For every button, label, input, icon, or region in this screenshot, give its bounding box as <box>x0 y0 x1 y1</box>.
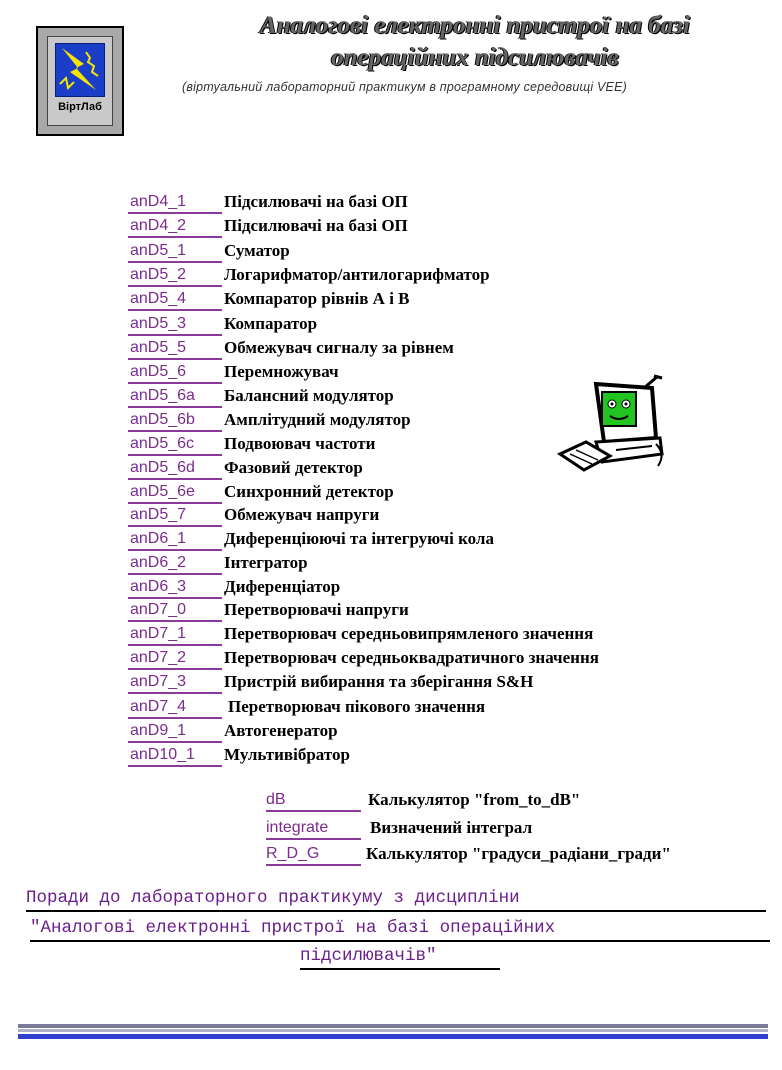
logo-text: ВіртЛаб <box>58 101 102 113</box>
lab-description: Перемножувач <box>224 362 339 381</box>
lab-link[interactable]: anD7_3 <box>128 672 222 694</box>
lab-link[interactable]: anD4_2 <box>128 216 222 238</box>
lab-description: Перетворювач середньовипрямленого значення <box>224 624 594 643</box>
lab-link[interactable]: anD6_2 <box>128 553 222 575</box>
lab-link[interactable]: anD5_1 <box>128 241 222 263</box>
lab-link[interactable]: anD6_1 <box>128 529 222 551</box>
lab-description: Перетворювач середньоквадратичного значення <box>224 648 599 667</box>
lab-link[interactable]: anD5_6c <box>128 434 222 456</box>
lab-description: Автогенератор <box>224 721 338 740</box>
lab-description: Балансний модулятор <box>224 386 394 405</box>
lab-description: Компаратор <box>224 314 318 333</box>
advice-text-line1: Поради до лабораторного практикуму з дисципліни <box>26 886 766 912</box>
calculator-link[interactable]: R_D_G <box>266 844 361 866</box>
lab-link[interactable]: anD10_1 <box>128 745 222 767</box>
page-subtitle: (віртуальний лабораторний практикум в програмному середовищі VEE) <box>182 80 627 94</box>
virtlab-logo <box>36 26 124 136</box>
lab-description: Підсилювачі на базі ОП <box>224 192 408 211</box>
lab-link[interactable]: anD4_1 <box>128 192 222 214</box>
lab-link[interactable]: anD5_3 <box>128 314 222 336</box>
lab-description: Мультивібратор <box>224 745 350 764</box>
advice-link-line2[interactable] <box>30 916 770 942</box>
lab-description: Компаратор рівнів А і В <box>224 289 410 308</box>
lab-description: Пристрій вибирання та зберігання S&H <box>224 672 534 691</box>
lab-link[interactable]: anD5_7 <box>128 505 222 527</box>
lab-link[interactable]: anD7_1 <box>128 624 222 646</box>
lab-link[interactable]: anD5_6a <box>128 386 222 408</box>
page-title-line2: операційних підсилювачів <box>331 44 619 71</box>
lab-link[interactable]: anD6_3 <box>128 577 222 599</box>
lab-description: Перетворювачі напруги <box>224 600 409 619</box>
lab-description: Суматор <box>224 241 290 260</box>
calculator-link[interactable]: dB <box>266 790 361 812</box>
advice-text-line2: "Аналогові електронні пристрої на базі операційних <box>30 916 770 942</box>
lab-link[interactable]: anD5_4 <box>128 289 222 311</box>
calculator-description: Калькулятор "градуси_радіани_гради" <box>366 844 671 863</box>
lab-link[interactable]: anD7_2 <box>128 648 222 670</box>
lab-link[interactable]: anD7_0 <box>128 600 222 622</box>
lab-description: Логарифматор/антилогарифматор <box>224 265 490 284</box>
lab-link[interactable]: anD9_1 <box>128 721 222 743</box>
lab-link[interactable]: anD5_2 <box>128 265 222 287</box>
lab-description: Диференціатор <box>224 577 341 596</box>
bottom-divider <box>18 1024 768 1042</box>
lab-description: Синхронний детектор <box>224 482 394 501</box>
advice-text-line3: підсилювачів" <box>300 944 500 970</box>
lab-link[interactable]: anD5_6b <box>128 410 222 432</box>
calculator-description: Калькулятор "from_to_dB" <box>368 790 581 809</box>
lab-description: Подвоювач частоти <box>224 434 376 453</box>
lab-link[interactable]: anD5_6 <box>128 362 222 384</box>
lab-description: Диференціюючі та інтегруючі кола <box>224 529 494 548</box>
lab-link[interactable]: anD5_6e <box>128 482 222 504</box>
lab-link[interactable]: anD5_5 <box>128 338 222 360</box>
lab-description: Амплітудний модулятор <box>224 410 411 429</box>
page-title-line1: Аналогові електронні пристрої на базі <box>260 12 690 39</box>
advice-link-line3[interactable] <box>300 944 500 970</box>
lab-description: Підсилювачі на базі ОП <box>224 216 408 235</box>
lab-description: Інтегратор <box>224 553 308 572</box>
lab-link[interactable]: anD5_6d <box>128 458 222 480</box>
calculator-link[interactable]: integrate <box>266 818 361 840</box>
advice-link-line1[interactable] <box>26 886 766 912</box>
lab-description: Обмежувач напруги <box>224 505 380 524</box>
calculator-description: Визначений інтеграл <box>370 818 533 837</box>
lab-link[interactable]: anD7_4 <box>128 697 222 719</box>
lab-description: Фазовий детектор <box>224 458 363 477</box>
lab-description: Перетворювач пікового значення <box>228 697 486 716</box>
computer-icon <box>556 374 668 474</box>
lab-description: Обмежувач сигналу за рівнем <box>224 338 454 357</box>
